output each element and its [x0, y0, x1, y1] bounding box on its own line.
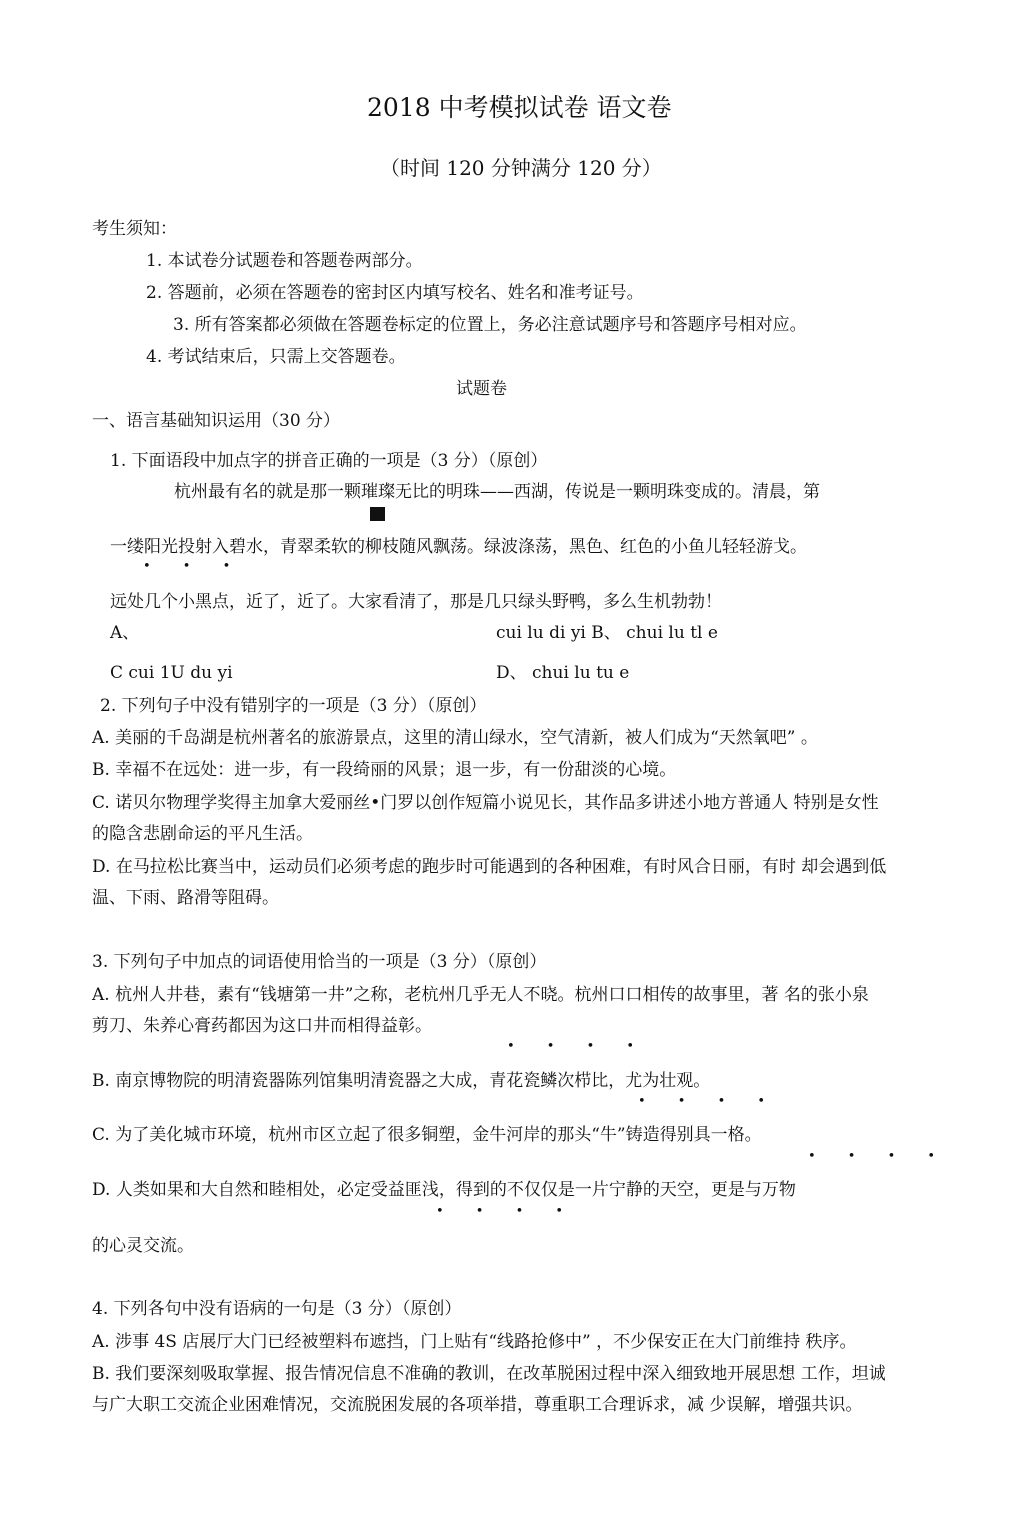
option-a-b: cui lu di yi B、 chui lu tl e [496, 623, 718, 643]
notice-heading: 考生须知： [92, 219, 177, 239]
emphasis-dots: • • • • [436, 1204, 578, 1219]
option-d-cont: 温、下雨、路滑等阻碍。 [92, 888, 279, 908]
question-stem: 4. 下列各句中没有语病的一句是（3 分）（原创） [92, 1299, 462, 1319]
option-a: A、 [110, 623, 140, 643]
option-c: C. 为了美化城市环境，杭州市区立起了很多铜塑，金牛河岸的那头“牛”铸造得别具一格。 [92, 1125, 762, 1145]
option-c: C. 诺贝尔物理学奖得主加拿大爱丽丝•门罗以创作短篇小说见长，其作品多讲述小地方普通人 特别是女性 [92, 793, 879, 813]
exam-time-info: （时间 120 分钟满分 120 分） [380, 156, 662, 180]
question-stem: 3. 下列句子中加点的词语使用恰当的一项是（3 分）（原创） [92, 952, 547, 972]
option-d: D、 chui lu tu e [496, 663, 630, 683]
option-d: D. 在马拉松比赛当中，运动员们必须考虑的跑步时可能遇到的各种困难，有时风合日丽，有时 却会遇到低 [92, 857, 887, 877]
option-b: B. 幸福不在远处：进一步，有一段绮丽的风景；退一步，有一份甜淡的心境。 [92, 760, 677, 780]
emphasis-dots: • • • • [507, 1039, 649, 1054]
emphasis-dots: • • • • [638, 1094, 780, 1109]
passage-line: 远处几个小黑点，近了，近了。大家看清了，那是几只绿头野鸭，多么生机勃勃！ [110, 592, 722, 612]
emphasis-dots: • • • • [808, 1149, 950, 1164]
option-b-cont: 与广大职工交流企业困难情况，交流脱困发展的各项举措，尊重职工合理诉求，减 少误解，增强共识。 [92, 1395, 863, 1415]
option-c-cont: 的隐含悲剧命运的平凡生活。 [92, 824, 313, 844]
option-c: C cui 1U du yi [110, 663, 233, 683]
option-a-cont: 剪刀、朱养心膏药都因为这口井而相得益彰。 [92, 1016, 432, 1036]
notice-item: 2. 答题前，必须在答题卷的密封区内填写校名、姓名和准考证号。 [146, 283, 644, 303]
notice-item: 3. 所有答案都必须做在答题卷标定的位置上，务必注意试题序号和答题序号相对应。 [173, 315, 807, 335]
option-b: B. 南京博物院的明清瓷器陈列馆集明清瓷器之大成，青花瓷鳞次栉比，尤为壮观。 [92, 1071, 711, 1091]
passage-line: 杭州最有名的就是那一颗璀璨无比的明珠——西湖，传说是一颗明珠变成的。清晨，第 [174, 482, 820, 502]
paper-label: 试题卷 [456, 379, 507, 399]
section-heading: 一、语言基础知识运用（30 分） [92, 411, 341, 431]
passage-line: 一缕阳光投射入碧水，青翠柔软的柳枝随风飘荡。绿波涤荡，黑色、红色的小鱼儿轻轻游戈。 [110, 537, 807, 557]
notice-item: 1. 本试卷分试题卷和答题卷两部分。 [146, 251, 423, 271]
option-a: A. 美丽的千岛湖是杭州著名的旅游景点，这里的清山绿水，空气清新，被人们成为“天然氧吧” 。 [92, 728, 818, 748]
emphasis-mark [370, 507, 385, 521]
notice-item: 4. 考试结束后，只需上交答题卷。 [146, 347, 406, 367]
option-b: B. 我们要深刻吸取掌握、报告情况信息不准确的教训，在改革脱困过程中深入细致地开展思想 工作，坦诚 [92, 1364, 886, 1384]
question-stem: 2. 下列句子中没有错别字的一项是（3 分）（原创） [100, 696, 487, 716]
question-stem: 1. 下面语段中加点字的拼音正确的一项是（3 分）（原创） [110, 451, 548, 471]
page-title: 2018 中考模拟试卷 语文卷 [367, 93, 672, 122]
option-a: A. 杭州人井巷，素有“钱塘第一井”之称，老杭州几乎无人不晓。杭州口口相传的故事里，著 名的张小泉 [92, 985, 869, 1005]
option-d-cont: 的心灵交流。 [92, 1236, 194, 1256]
option-a: A. 涉事 4S 店展厅大门已经被塑料布遮挡，门上贴有“线路抢修中” ，不少保安正在大门前维持 秩序。 [92, 1332, 857, 1352]
emphasis-dots: • • • [143, 559, 245, 574]
option-d: D. 人类如果和大自然和睦相处，必定受益匪浅，得到的不仅仅是一片宁静的天空，更是与万物 [92, 1180, 796, 1200]
